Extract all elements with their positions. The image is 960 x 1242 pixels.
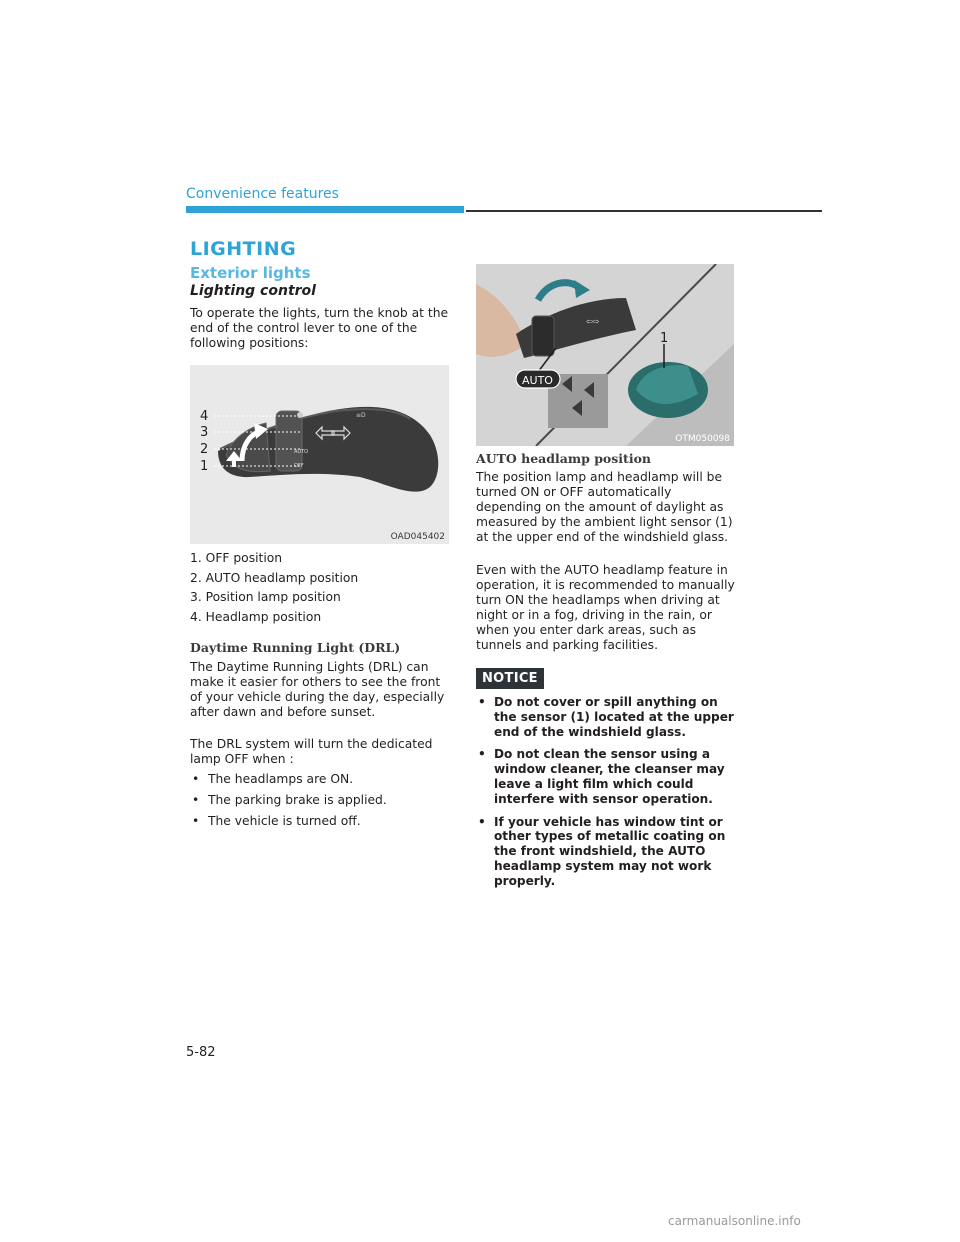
list-item: 3. Position lamp position — [190, 590, 341, 604]
list-item: • Do not clean the sensor using a window cleaner, the cleanser may leave a light film which could interfere with sensor operation. — [476, 747, 738, 806]
subsection-title: Lighting control — [190, 283, 316, 299]
page-title: LIGHTING — [190, 238, 297, 260]
list-item: • The parking brake is applied. — [190, 793, 452, 808]
auto-heading: AUTO headlamp position — [476, 451, 651, 466]
figure-auto-headlamp — [476, 264, 734, 446]
watermark: carmanualsonline.info — [668, 1214, 801, 1228]
figure-code: OAD045402 — [390, 532, 445, 542]
intro-paragraph: To operate the lights, turn the knob at the end of the control lever to one of the following positions: — [190, 306, 449, 350]
list-item: • Do not cover or spill anything on the sensor (1) located at the upper end of the windshield glass. — [476, 695, 738, 739]
lever-label-auto: AUTO — [294, 449, 309, 455]
drl-bullets — [190, 772, 452, 835]
notice-bullets — [476, 695, 738, 897]
page-number: 5-82 — [186, 1045, 216, 1060]
drl-paragraph-1: The Daytime Running Lights (DRL) can make it easier for others to see the front of your vehicle during the day, especially after dawn and before sunset. — [190, 660, 445, 719]
auto-paragraph-1: The position lamp and headlamp will be turned ON or OFF automatically depending on the amount of daylight as measured by the ambient light sensor (1) at the upper end of the windshield glass. — [476, 470, 733, 544]
positions-list — [190, 549, 450, 627]
list-item: 4. Headlamp position — [190, 609, 322, 624]
section-header: Convenience features — [186, 186, 339, 202]
figure-code: OTM050098 — [675, 434, 730, 444]
auto-paragraph-2: Even with the AUTO headlamp feature in operation, it is recommended to manually turn ON the headlamps when driving at night or in a fog, driving in the rain, or when you enter dark areas, such as tunnels and parking facilities. — [476, 563, 735, 652]
sensor-callout: 1 — [660, 331, 669, 346]
lever-illustration — [190, 365, 449, 544]
list-item: 1. OFF position — [190, 551, 283, 565]
figure-lighting-lever — [190, 365, 449, 544]
notice-badge: NOTICE — [476, 668, 544, 689]
section-subtitle: Exterior lights — [190, 264, 311, 282]
drl-heading: Daytime Running Light (DRL) — [190, 640, 401, 655]
list-item: • The headlamps are ON. — [190, 772, 452, 787]
callout-1: 1 — [200, 459, 209, 474]
drl-paragraph-2: The DRL system will turn the dedicated lamp OFF when : — [190, 737, 433, 766]
header-bar-rule — [466, 210, 822, 212]
svg-text:⇦⇨: ⇦⇨ — [586, 317, 600, 326]
list-item: 2. AUTO headlamp position — [190, 570, 359, 585]
auto-headlamp-illustration — [476, 264, 734, 446]
svg-text:≡D: ≡D — [356, 412, 366, 419]
lever-label-off: OFF — [294, 463, 304, 469]
callout-3: 3 — [200, 425, 209, 440]
header-bar-accent — [186, 206, 464, 213]
list-item: • The vehicle is turned off. — [190, 814, 452, 829]
callout-2: 2 — [200, 442, 209, 457]
auto-badge: AUTO — [522, 374, 553, 387]
callout-4: 4 — [200, 409, 209, 424]
list-item: • If your vehicle has window tint or other types of metallic coating on the front windshield, the AUTO headlamp system may not work properly. — [476, 815, 738, 889]
